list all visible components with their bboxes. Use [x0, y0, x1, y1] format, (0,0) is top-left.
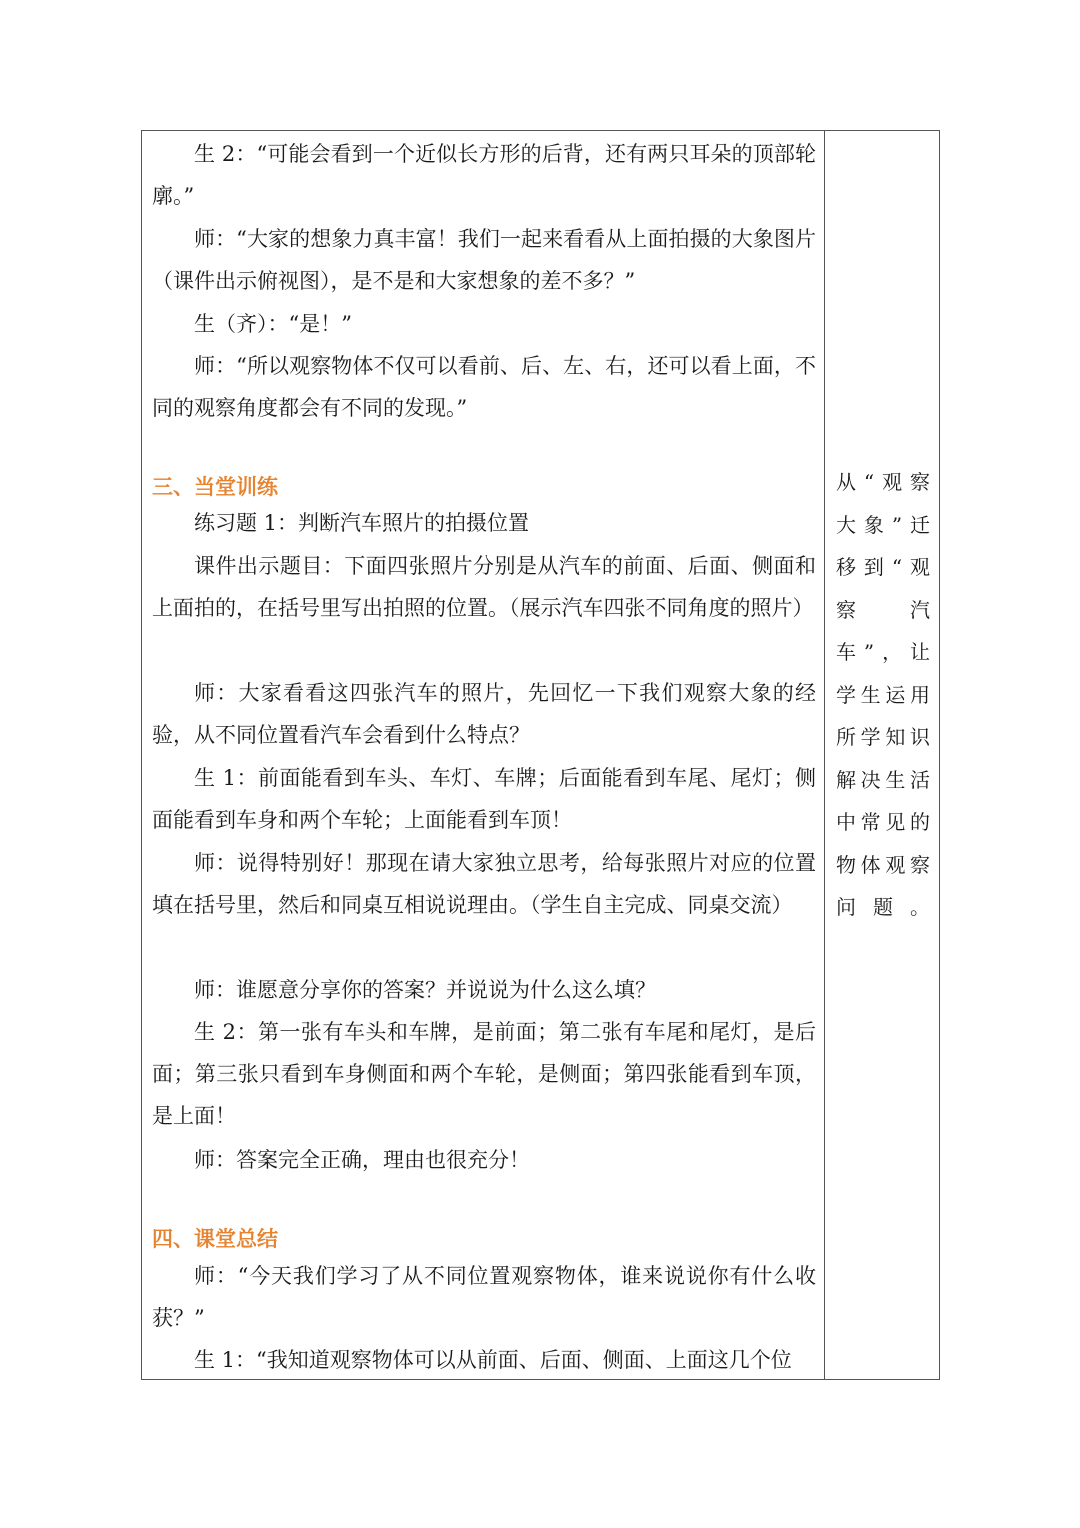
dialogue-paragraph: 师：“所以观察物体不仅可以看前、后、左、右，还可以看上面，不同的观察角度都会有不同的发现。” — [152, 354, 816, 420]
dialogue-paragraph: 课件出示题目：下面四张照片分别是从汽车的前面、后面、侧面和上面拍的，在括号里写出拍照的位置。（展示汽车四张不同角度的照片） — [152, 554, 816, 620]
dialogue-paragraph: 师：“大家的想象力真丰富！我们一起来看看从上面拍摄的大象图片（课件出示俯视图），是不是和大家想象的差不多？” — [152, 227, 816, 293]
column-divider — [824, 131, 825, 1379]
dialogue-paragraph: 师：说得特别好！那现在请大家独立思考，给每张照片对应的位置填在括号里，然后和同桌互相说说理由。（学生自主完成、同桌交流） — [152, 851, 816, 917]
dialogue-paragraph: 生 1：前面能看到车头、车灯、车牌；后面能看到车尾、尾灯；侧面能看到车身和两个车轮；上面能看到车顶！ — [152, 766, 816, 832]
section-heading-summary: 四、课堂总结 — [152, 1226, 278, 1251]
exercise-title: 练习题 1：判断汽车照片的拍摄位置 — [194, 511, 530, 535]
lesson-plan-table — [141, 130, 940, 1380]
design-intent-note: 从“观察大象”迁移到“观察汽车”，让学生运用所学知识解决生活中常见的物体观察问题。 — [836, 470, 932, 919]
dialogue-paragraph: 生（齐）：“是！” — [194, 312, 352, 336]
dialogue-paragraph: 生 2：第一张有车头和车牌，是前面；第二张有车尾和尾灯，是后面；第三张只看到车身侧面和两个车轮，是侧面；第四张能看到车顶，是上面！ — [152, 1020, 816, 1128]
dialogue-paragraph: 师：答案完全正确，理由也很充分！ — [194, 1148, 530, 1172]
dialogue-paragraph: 师：谁愿意分享你的答案？并说说为什么这么填？ — [194, 978, 656, 1002]
section-heading-training: 三、当堂训练 — [152, 474, 278, 499]
dialogue-paragraph: 师：“今天我们学习了从不同位置观察物体，谁来说说你有什么收获？” — [152, 1264, 816, 1330]
dialogue-paragraph: 生 2：“可能会看到一个近似长方形的后背，还有两只耳朵的顶部轮廓。” — [152, 142, 816, 208]
dialogue-paragraph: 师：大家看看这四张汽车的照片，先回忆一下我们观察大象的经验，从不同位置看汽车会看到什么特点？ — [152, 681, 816, 747]
dialogue-paragraph: 生 1：“我知道观察物体可以从前面、后面、侧面、上面这几个位 — [194, 1348, 792, 1372]
